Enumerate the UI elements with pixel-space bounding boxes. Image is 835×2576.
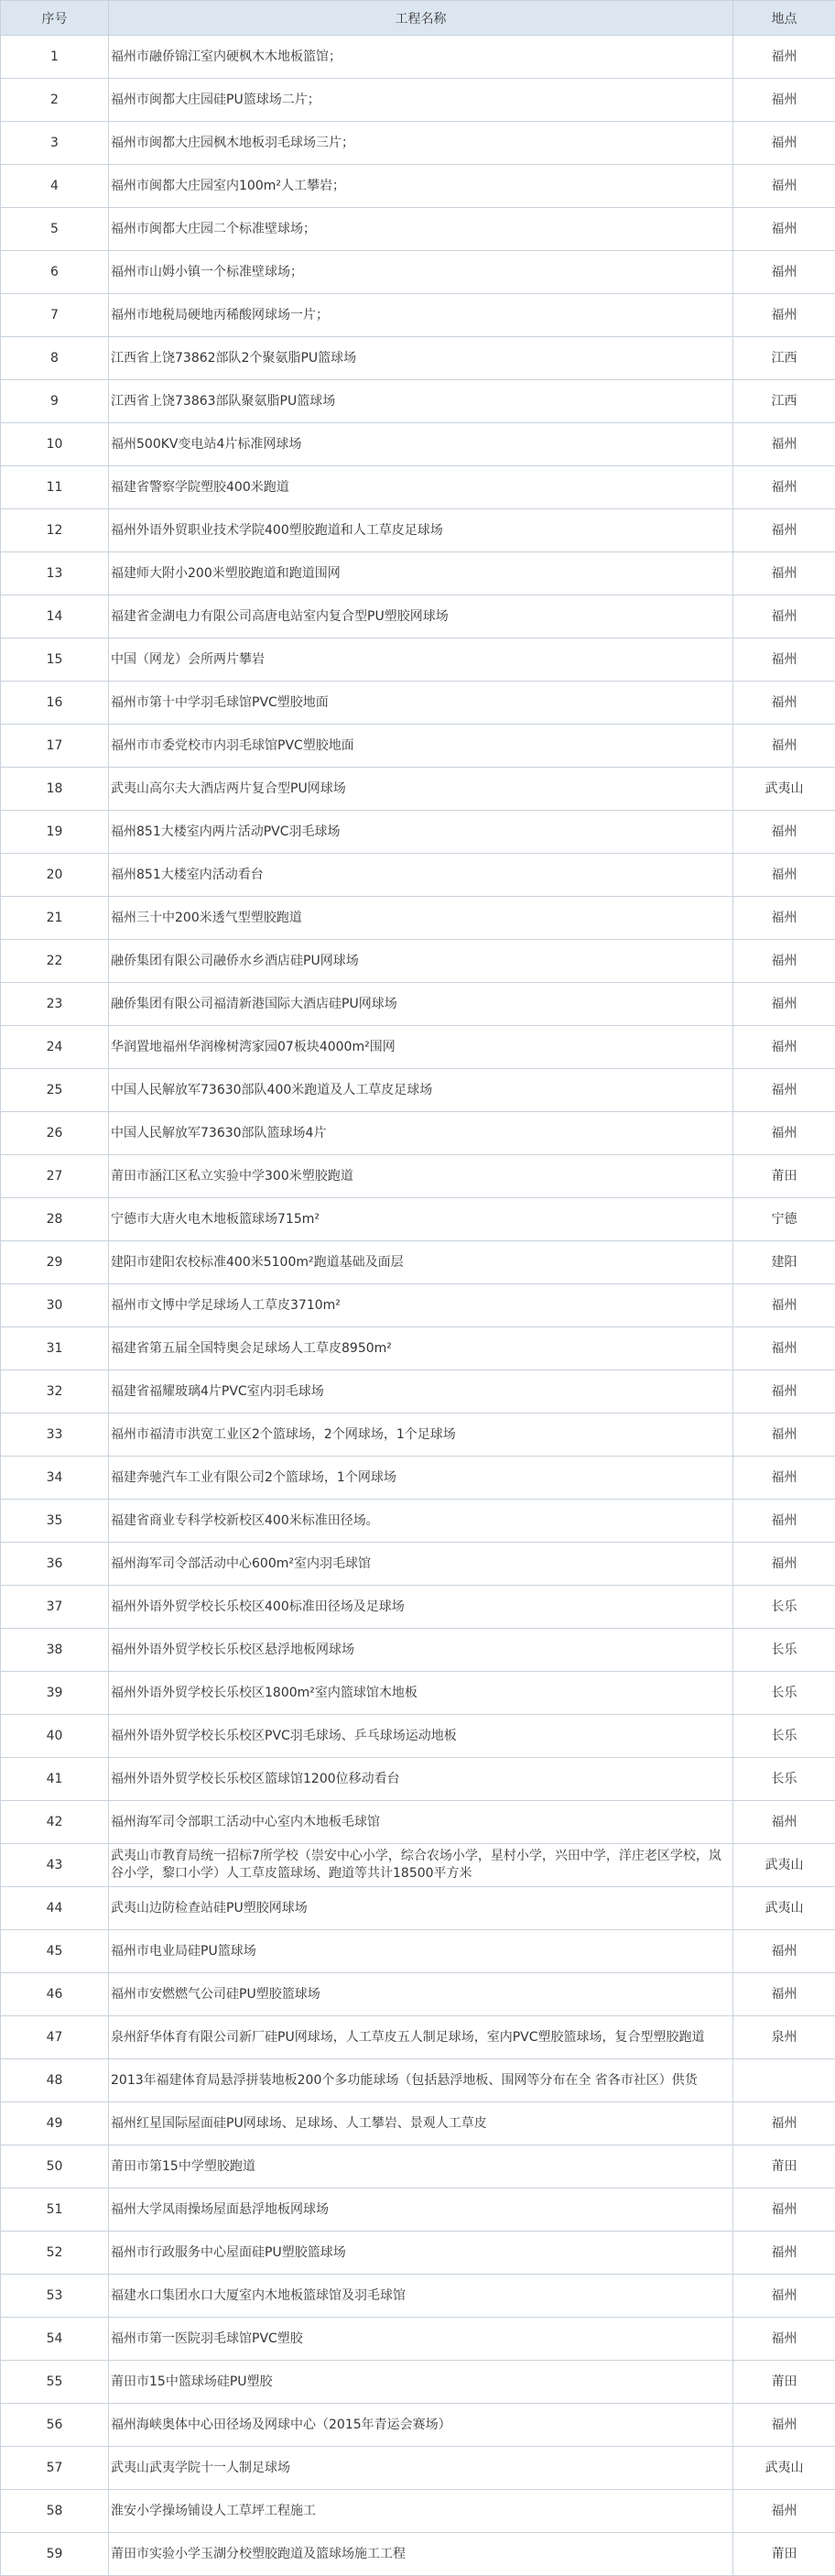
- row-number: 15: [1, 639, 109, 682]
- project-name: 融侨集团有限公司福清新港国际大酒店硅PU网球场: [109, 983, 733, 1026]
- table-row: [1, 1629, 835, 1672]
- table-row: [1, 1715, 835, 1758]
- project-name: 福州市闽都大庄园二个标准壁球场；: [109, 208, 733, 251]
- project-name: 中国人民解放军73630部队篮球场4片: [109, 1112, 733, 1155]
- table-row: [1, 1930, 835, 1973]
- project-name: 福州市闽都大庄园硅PU篮球场二片；: [109, 79, 733, 122]
- table-row: [1, 423, 835, 466]
- table-row: [1, 1241, 835, 1284]
- header-row: [1, 1, 835, 36]
- table-row: [1, 1284, 835, 1327]
- project-name: 福州外语外贸学校长乐校区1800m²室内篮球馆木地板: [109, 1672, 733, 1715]
- row-number: 26: [1, 1112, 109, 1155]
- project-location: 福州: [733, 2318, 835, 2361]
- project-name: 福州大学凤雨操场屋面悬浮地板网球场: [109, 2189, 733, 2232]
- project-location: 福州: [733, 595, 835, 639]
- row-number: 14: [1, 595, 109, 639]
- table-row: [1, 2189, 835, 2232]
- project-location: 福州: [733, 983, 835, 1026]
- project-location: 福州: [733, 1414, 835, 1457]
- row-number: 37: [1, 1586, 109, 1629]
- project-name: 淮安小学操场铺设人工草坪工程施工: [109, 2490, 733, 2533]
- project-name: 福州海峡奥体中心田径场及网球中心（2015年青运会赛场）: [109, 2404, 733, 2447]
- project-name: 福建省福耀玻璃4片PVC室内羽毛球场: [109, 1370, 733, 1414]
- row-number: 24: [1, 1026, 109, 1069]
- table-header: [1, 1, 835, 36]
- project-location: 福州: [733, 1284, 835, 1327]
- row-number: 47: [1, 2016, 109, 2059]
- table-row: [1, 1414, 835, 1457]
- project-location: 福州: [733, 682, 835, 725]
- table-row: [1, 294, 835, 337]
- row-number: 9: [1, 380, 109, 423]
- project-name: 福州外语外贸职业技术学院400塑胶跑道和人工草皮足球场: [109, 509, 733, 552]
- project-location: 建阳: [733, 1241, 835, 1284]
- project-location: 福州: [733, 2189, 835, 2232]
- project-location: 长乐: [733, 1715, 835, 1758]
- row-number: 19: [1, 811, 109, 854]
- project-location: 福州: [733, 854, 835, 897]
- project-name: 福建省警察学院塑胶400米跑道: [109, 466, 733, 509]
- table-row: [1, 897, 835, 940]
- project-location: 福州: [733, 509, 835, 552]
- project-location: 福州: [733, 122, 835, 165]
- header-number: 序号: [1, 1, 109, 36]
- project-location: 长乐: [733, 1586, 835, 1629]
- project-name: 福州外语外贸学校长乐校区PVC羽毛球场、乒乓球场运动地板: [109, 1715, 733, 1758]
- row-number: 56: [1, 2404, 109, 2447]
- row-number: 51: [1, 2189, 109, 2232]
- project-location: 福州: [733, 294, 835, 337]
- project-name: 莆田市实验小学玉湖分校塑胶跑道及篮球场施工工程: [109, 2533, 733, 2576]
- table-row: [1, 2059, 835, 2102]
- table-row: [1, 2404, 835, 2447]
- project-location: 莆田: [733, 2533, 835, 2576]
- project-name: 福州市融侨锦江室内硬枫木木地板篮馆；: [109, 36, 733, 79]
- project-name: 莆田市15中篮球场硅PU塑胶: [109, 2361, 733, 2404]
- table-row: [1, 1026, 835, 1069]
- project-location: 莆田: [733, 2361, 835, 2404]
- row-number: 27: [1, 1155, 109, 1198]
- table-row: [1, 2447, 835, 2490]
- table-row: [1, 509, 835, 552]
- row-number: 34: [1, 1457, 109, 1500]
- project-location: 武夷山: [733, 1887, 835, 1930]
- header-project-name: 工程名称: [109, 1, 733, 36]
- project-location: 武夷山: [733, 768, 835, 811]
- table-row: [1, 552, 835, 595]
- project-location: 江西: [733, 337, 835, 380]
- row-number: 36: [1, 1543, 109, 1586]
- table-row: [1, 2275, 835, 2318]
- table-row: [1, 1327, 835, 1370]
- table-row: [1, 1586, 835, 1629]
- project-name: 武夷山高尔夫大酒店两片复合型PU网球场: [109, 768, 733, 811]
- row-number: 31: [1, 1327, 109, 1370]
- project-name: 福州市市委党校市内羽毛球馆PVC塑胶地面: [109, 725, 733, 768]
- table-row: [1, 2145, 835, 2189]
- project-location: 宁德: [733, 1198, 835, 1241]
- project-location: 福州: [733, 897, 835, 940]
- project-location: 福州: [733, 2404, 835, 2447]
- table-row: [1, 466, 835, 509]
- row-number: 43: [1, 1844, 109, 1887]
- table-row: [1, 1973, 835, 2016]
- header-location: 地点: [733, 1, 835, 36]
- project-name: 福州市山姆小镇一个标准壁球场；: [109, 251, 733, 294]
- row-number: 40: [1, 1715, 109, 1758]
- project-location: 福州: [733, 1500, 835, 1543]
- project-name: 福州市闽都大庄园室内100m²人工攀岩；: [109, 165, 733, 208]
- project-location: 福州: [733, 1327, 835, 1370]
- project-name: 福州海军司令部活动中心600m²室内羽毛球馆: [109, 1543, 733, 1586]
- project-location: 长乐: [733, 1758, 835, 1801]
- table-row: [1, 1543, 835, 1586]
- project-name: 福州外语外贸学校长乐校区400标准田径场及足球场: [109, 1586, 733, 1629]
- row-number: 48: [1, 2059, 109, 2102]
- project-name: 福州500KV变电站4片标准网球场: [109, 423, 733, 466]
- project-location: 福州: [733, 1112, 835, 1155]
- table-body: [1, 36, 835, 2576]
- row-number: 53: [1, 2275, 109, 2318]
- row-number: 50: [1, 2145, 109, 2189]
- project-location: 福州: [733, 552, 835, 595]
- table-row: [1, 811, 835, 854]
- project-name: 福州市文博中学足球场人工草皮3710m²: [109, 1284, 733, 1327]
- row-number: 35: [1, 1500, 109, 1543]
- row-number: 42: [1, 1801, 109, 1844]
- project-name: 宁德市大唐火电木地板篮球场715m²: [109, 1198, 733, 1241]
- table-row: [1, 1887, 835, 1930]
- project-location: 福州: [733, 940, 835, 983]
- project-name: 福州市电业局硅PU篮球场: [109, 1930, 733, 1973]
- project-name: 武夷山武夷学院十一人制足球场: [109, 2447, 733, 2490]
- row-number: 12: [1, 509, 109, 552]
- project-name: 福建省金湖电力有限公司高唐电站室内复合型PU塑胶网球场: [109, 595, 733, 639]
- project-location: 福州: [733, 251, 835, 294]
- row-number: 8: [1, 337, 109, 380]
- project-location: 福州: [733, 1543, 835, 1586]
- table-row: [1, 639, 835, 682]
- row-number: 3: [1, 122, 109, 165]
- row-number: 58: [1, 2490, 109, 2533]
- project-location: 长乐: [733, 1629, 835, 1672]
- project-location: 福州: [733, 2102, 835, 2145]
- project-name: 福建水口集团水口大厦室内木地板篮球馆及羽毛球馆: [109, 2275, 733, 2318]
- table-row: [1, 983, 835, 1026]
- row-number: 22: [1, 940, 109, 983]
- table-row: [1, 165, 835, 208]
- table-row: [1, 725, 835, 768]
- table-row: [1, 1801, 835, 1844]
- project-name: 武夷山边防检查站硅PU塑胶网球场: [109, 1887, 733, 1930]
- row-number: 20: [1, 854, 109, 897]
- row-number: 11: [1, 466, 109, 509]
- row-number: 2: [1, 79, 109, 122]
- project-name: 福州市第十中学羽毛球馆PVC塑胶地面: [109, 682, 733, 725]
- project-location: 福州: [733, 725, 835, 768]
- row-number: 54: [1, 2318, 109, 2361]
- row-number: 39: [1, 1672, 109, 1715]
- row-number: 7: [1, 294, 109, 337]
- project-name: 福州851大楼室内两片活动PVC羽毛球场: [109, 811, 733, 854]
- table-row: [1, 251, 835, 294]
- row-number: 6: [1, 251, 109, 294]
- project-location: 福州: [733, 79, 835, 122]
- row-number: 23: [1, 983, 109, 1026]
- row-number: 46: [1, 1973, 109, 2016]
- project-name: 福建奔驰汽车工业有限公司2个篮球场，1个网球场: [109, 1457, 733, 1500]
- table-row: [1, 2232, 835, 2275]
- project-name: 福州市福清市洪宽工业区2个篮球场，2个网球场，1个足球场: [109, 1414, 733, 1457]
- row-number: 28: [1, 1198, 109, 1241]
- table-row: [1, 79, 835, 122]
- project-name: 福州市行政服务中心屋面硅PU塑胶篮球场: [109, 2232, 733, 2275]
- row-number: 55: [1, 2361, 109, 2404]
- project-name: 福州市地税局硬地丙稀酸网球场一片；: [109, 294, 733, 337]
- project-name: 江西省上饶73863部队聚氨脂PU篮球场: [109, 380, 733, 423]
- project-location: 武夷山: [733, 1844, 835, 1887]
- project-name: 福州外语外贸学校长乐校区悬浮地板网球场: [109, 1629, 733, 1672]
- row-number: 16: [1, 682, 109, 725]
- row-number: 30: [1, 1284, 109, 1327]
- project-name: 福州市闽都大庄园枫木地板羽毛球场三片；: [109, 122, 733, 165]
- table-row: [1, 1457, 835, 1500]
- row-number: 38: [1, 1629, 109, 1672]
- project-name: 华润置地福州华润橡树湾家园07板块4000m²围网: [109, 1026, 733, 1069]
- row-number: 59: [1, 2533, 109, 2576]
- project-location: 福州: [733, 466, 835, 509]
- project-name: 中国人民解放军73630部队400米跑道及人工草皮足球场: [109, 1069, 733, 1112]
- project-location: 福州: [733, 36, 835, 79]
- table-row: [1, 2318, 835, 2361]
- row-number: 52: [1, 2232, 109, 2275]
- row-number: 25: [1, 1069, 109, 1112]
- project-name: 福州三十中200米透气型塑胶跑道: [109, 897, 733, 940]
- row-number: 45: [1, 1930, 109, 1973]
- table-row: [1, 1069, 835, 1112]
- project-name: 福州海军司令部职工活动中心室内木地板毛球馆: [109, 1801, 733, 1844]
- project-name: 江西省上饶73862部队2个聚氨脂PU篮球场: [109, 337, 733, 380]
- project-location: [733, 2059, 835, 2102]
- table-row: [1, 768, 835, 811]
- project-name: 福建省商业专科学校新校区400米标准田径场。: [109, 1500, 733, 1543]
- project-location: 福州: [733, 1069, 835, 1112]
- project-location: 福州: [733, 2490, 835, 2533]
- project-name: 福州市安燃燃气公司硅PU塑胶篮球场: [109, 1973, 733, 2016]
- table-row: [1, 2102, 835, 2145]
- project-location: 福州: [733, 208, 835, 251]
- project-name: 泉州舒华体育有限公司新厂硅PU网球场，人工草皮五人制足球场，室内PVC塑胶篮球场，复合型塑胶跑道: [109, 2016, 733, 2059]
- row-number: 4: [1, 165, 109, 208]
- project-name: 莆田市第15中学塑胶跑道: [109, 2145, 733, 2189]
- row-number: 17: [1, 725, 109, 768]
- table-row: [1, 2490, 835, 2533]
- table-row: [1, 682, 835, 725]
- project-location: 福州: [733, 1457, 835, 1500]
- row-number: 57: [1, 2447, 109, 2490]
- project-name: 福州851大楼室内活动看台: [109, 854, 733, 897]
- row-number: 5: [1, 208, 109, 251]
- project-location: 泉州: [733, 2016, 835, 2059]
- project-location: 福州: [733, 639, 835, 682]
- table-row: [1, 1198, 835, 1241]
- project-location: 长乐: [733, 1672, 835, 1715]
- project-location: 福州: [733, 1973, 835, 2016]
- project-location: 江西: [733, 380, 835, 423]
- table-row: [1, 1370, 835, 1414]
- project-location: 福州: [733, 2275, 835, 2318]
- table-row: [1, 1112, 835, 1155]
- project-name: 福州外语外贸学校长乐校区篮球馆1200位移动看台: [109, 1758, 733, 1801]
- project-location: 福州: [733, 1801, 835, 1844]
- table-row: [1, 122, 835, 165]
- project-name: 建阳市建阳农校标准400米5100m²跑道基础及面层: [109, 1241, 733, 1284]
- table-row: [1, 2361, 835, 2404]
- table-row: [1, 36, 835, 79]
- row-number: 13: [1, 552, 109, 595]
- project-location: 福州: [733, 1370, 835, 1414]
- project-location: 莆田: [733, 2145, 835, 2189]
- table-row: [1, 854, 835, 897]
- project-location: 莆田: [733, 1155, 835, 1198]
- row-number: 32: [1, 1370, 109, 1414]
- project-name: 福建省第五届全国特奥会足球场人工草皮8950m²: [109, 1327, 733, 1370]
- row-number: 49: [1, 2102, 109, 2145]
- table-row: [1, 1672, 835, 1715]
- project-location: 福州: [733, 423, 835, 466]
- table-row: [1, 380, 835, 423]
- project-name: 福州市第一医院羽毛球馆PVC塑胶: [109, 2318, 733, 2361]
- table-row: [1, 595, 835, 639]
- table-row: [1, 2533, 835, 2576]
- project-name: 武夷山市教育局统一招标7所学校（崇安中心小学，综合农场小学，星村小学，兴田中学，洋庄老区学校，岚谷小学，黎口小学）人工草皮篮球场、跑道等共计18500平方米: [109, 1844, 733, 1887]
- table-row: [1, 940, 835, 983]
- project-location: 福州: [733, 1930, 835, 1973]
- row-number: 29: [1, 1241, 109, 1284]
- row-number: 1: [1, 36, 109, 79]
- project-name: 融侨集团有限公司融侨水乡酒店硅PU网球场: [109, 940, 733, 983]
- project-location: 武夷山: [733, 2447, 835, 2490]
- table-row: [1, 2016, 835, 2059]
- row-number: 10: [1, 423, 109, 466]
- project-name: 莆田市涵江区私立实验中学300米塑胶跑道: [109, 1155, 733, 1198]
- row-number: 41: [1, 1758, 109, 1801]
- row-number: 44: [1, 1887, 109, 1930]
- row-number: 18: [1, 768, 109, 811]
- table-row: [1, 1500, 835, 1543]
- table-row: [1, 1758, 835, 1801]
- table-row: [1, 208, 835, 251]
- project-location: 福州: [733, 2232, 835, 2275]
- project-location: 福州: [733, 811, 835, 854]
- table-row: [1, 1844, 835, 1887]
- table-row: [1, 1155, 835, 1198]
- project-name: 中国（网龙）会所两片攀岩: [109, 639, 733, 682]
- project-name: 福建师大附小200米塑胶跑道和跑道围网: [109, 552, 733, 595]
- project-location: 福州: [733, 1026, 835, 1069]
- row-number: 33: [1, 1414, 109, 1457]
- project-location: 福州: [733, 165, 835, 208]
- project-name: 福州红星国际屋面硅PU网球场、足球场、人工攀岩、景观人工草皮: [109, 2102, 733, 2145]
- table-row: [1, 337, 835, 380]
- project-name: 2013年福建体育局悬浮拼装地板200个多功能球场（包括悬浮地板、围网等分布在全 省各市社区）供货: [109, 2059, 733, 2102]
- row-number: 21: [1, 897, 109, 940]
